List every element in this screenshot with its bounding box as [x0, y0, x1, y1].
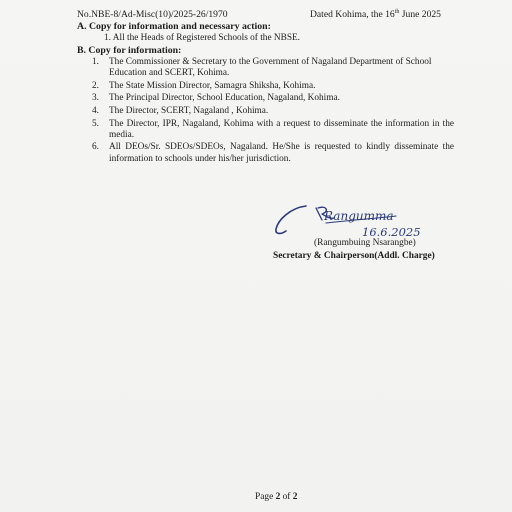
list-item	[92, 57, 454, 79]
date-prefix: Dated Kohima, the 16	[310, 9, 395, 20]
signer-name: (Rangumbuing Nsarangbe)	[314, 238, 416, 248]
date-month-year: June 2025	[399, 9, 441, 20]
page-prefix: Page	[255, 492, 276, 502]
document-date	[310, 9, 441, 20]
section-a-item	[104, 33, 300, 43]
item-number: 1.	[92, 57, 99, 67]
list-item	[92, 81, 454, 92]
list-item	[92, 93, 454, 104]
item-number: 1.	[104, 33, 111, 43]
page-current: 2	[275, 492, 281, 502]
item-number: 4.	[92, 105, 99, 116]
section-a-title: A. Copy for information and necessary action:	[77, 21, 271, 32]
signature-date-text: 16.6.2025	[362, 225, 421, 239]
item-text: The Principal Director, School Education, Nagaland, Kohima.	[109, 93, 340, 104]
signer-title: Secretary & Chairperson(Addl. Charge)	[273, 251, 435, 261]
signature-name-text: Rangumma	[324, 209, 394, 223]
date-suffix-sup: th	[394, 9, 400, 15]
item-number: 2.	[92, 80, 99, 91]
list-item	[92, 119, 454, 141]
item-number: 5.	[92, 118, 99, 129]
handwritten-signature	[272, 196, 432, 244]
list-item	[92, 142, 454, 164]
reference-number: No.NBE-8/Ad-Misc(10)/2025-26/1970	[77, 9, 228, 20]
item-text: The State Mission Director, Samagra Shiksha, Kohima.	[109, 80, 316, 91]
item-text: The Director, SCERT, Nagaland , Kohima.	[109, 105, 269, 116]
page-of: of	[280, 492, 293, 502]
list-item	[92, 106, 454, 117]
item-text: All the Heads of Registered Schools of the NBSE.	[112, 33, 300, 43]
item-number: 3.	[92, 93, 99, 104]
item-text: The Commissioner & Secretary to the Government of Nagaland Department of School Education and SCERT, Kohima.	[109, 57, 432, 79]
section-b-list	[92, 57, 454, 166]
page-number	[255, 492, 297, 502]
page-total: 2	[292, 492, 298, 502]
item-text: The Director, IPR, Nagaland, Kohima with a request to disseminate the information in the media.	[109, 118, 454, 140]
item-number: 6.	[92, 142, 99, 153]
section-b-title: B. Copy for information:	[77, 45, 182, 56]
item-text: All DEOs/Sr. SDEOs/SDEOs, Nagaland. He/She is requested to kindly disseminate the information to schools under his/her jurisdiction.	[109, 142, 454, 164]
signature-flourish	[276, 206, 306, 233]
